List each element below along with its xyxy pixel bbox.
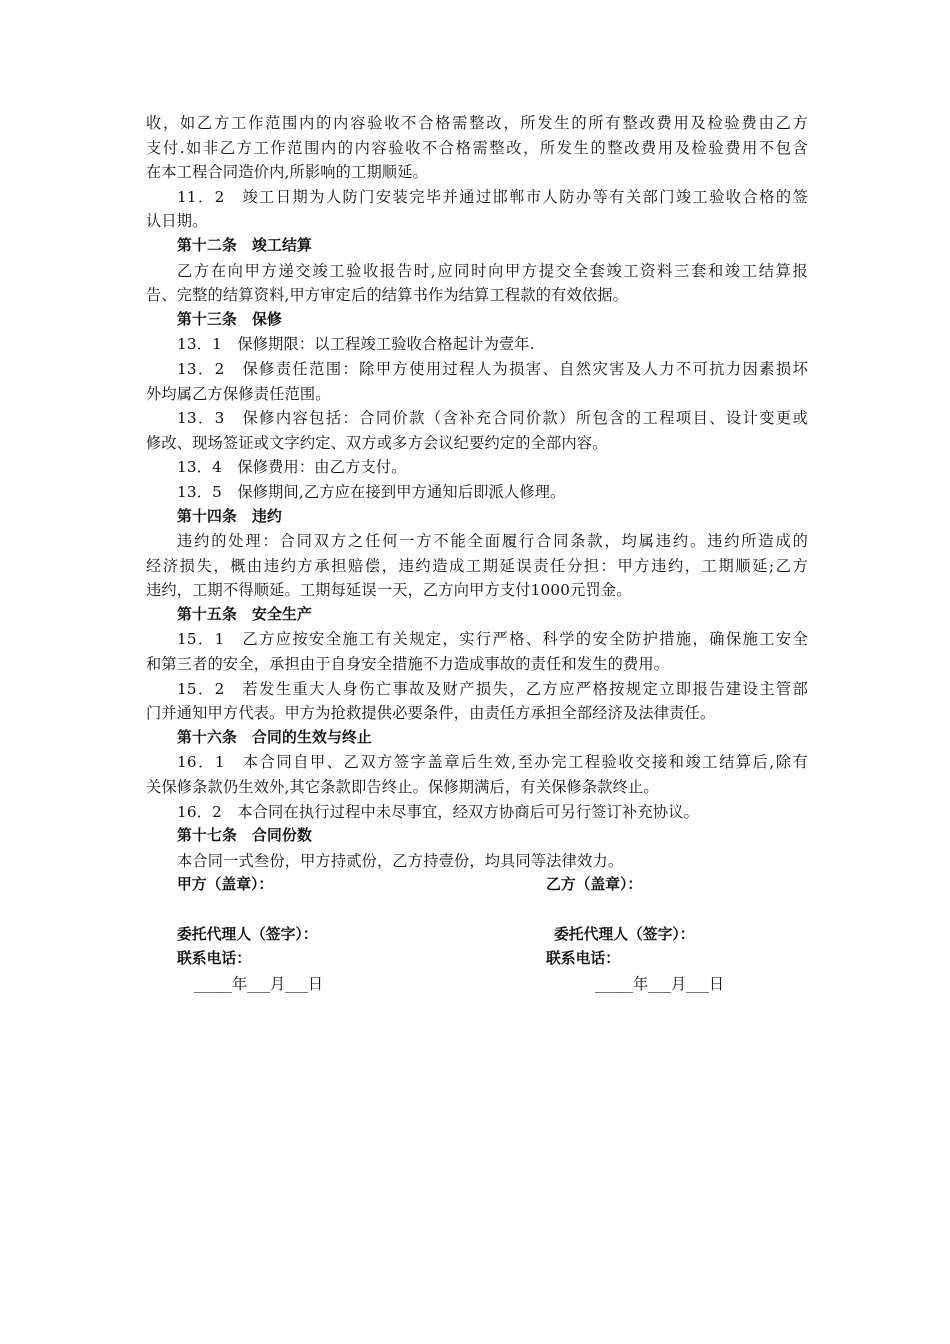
date-row xyxy=(146,972,808,997)
paragraph-line: 认日期。 xyxy=(146,212,208,231)
clause-15-2: 15．2 若发生重大人身伤亡事故及财产损失，乙方应严格按规定立即报告建设主管部 xyxy=(177,679,808,698)
paragraph-line: 收，如乙方工作范围内的内容验收不合格需整改，所发生的所有整改费用及检验费由乙方 xyxy=(146,114,808,132)
clause-13-1: 13．1 保修期限：以工程竣工验收合格起计为壹年. xyxy=(177,335,535,354)
blank-gap xyxy=(146,898,808,923)
paragraph-line: 关保修条款仍生效外,其它条款即告终止。保修期满后，有关保修条款终止。 xyxy=(146,778,659,797)
article-16-heading: 第十六条 合同的生效与终止 xyxy=(177,728,372,746)
clause-13-2: 13．2 保修责任范围：除甲方使用过程人为损害、自然灾害及人力不可抗力因素损坏 xyxy=(177,359,808,378)
clause-13-3: 13．3 保修内容包括：合同价款（含补充合同价款）所包含的工程项目、设计变更或 xyxy=(177,409,808,428)
paragraph-line: 外均属乙方保修责任范围。 xyxy=(146,384,331,403)
party-b-agent-label: 委托代理人（签字）： xyxy=(554,925,695,943)
party-a-seal-label: 甲方（盖章）： xyxy=(177,876,274,894)
clause-13-5: 13．5 保修期间,乙方应在接到甲方通知后即派人修理。 xyxy=(177,482,566,501)
article-17-heading: 第十七条 合同份数 xyxy=(177,827,312,845)
clause-16-1: 16．1 本合同自甲、乙双方签字盖章后生效,至办完工程验收交接和竣工结算后,除有 xyxy=(177,753,808,772)
clause-16-2: 16．2 本合同在执行过程中未尽事宜，经双方协商后可另行签订补充协议。 xyxy=(177,802,699,821)
article-14-heading: 第十四条 违约 xyxy=(177,507,282,525)
clause-15-1: 15．1 乙方应按安全施工有关规定，实行严格、科学的安全防护措施，确保施工安全 xyxy=(177,630,808,649)
paragraph-line: 在本工程合同造价内,所影响的工期顺延。 xyxy=(146,163,429,182)
article-12-text: 乙方在向甲方递交竣工验收报告时,应同时向甲方提交全套竣工资料三套和竣工结算报 xyxy=(177,261,808,280)
article-17-text: 本合同一式叁份，甲方持贰份，乙方持壹份，均具同等法律效力。 xyxy=(177,851,624,870)
party-b-phone-label: 联系电话： xyxy=(546,950,620,968)
article-13-heading: 第十三条 保修 xyxy=(177,310,282,328)
paragraph-line: 支付.如非乙方工作范围内的内容验收不合格需整改，所发生的整改费用及检验费用不包含 xyxy=(146,138,808,157)
party-b-seal-label: 乙方（盖章）： xyxy=(546,876,643,894)
paragraph-line: 修改、现场签证或文字约定、双方或多方会议纪要约定的全部内容。 xyxy=(146,433,608,452)
article-12-heading: 第十二条 竣工结算 xyxy=(177,236,312,254)
phone-row xyxy=(146,947,808,972)
party-a-agent-label: 委托代理人（签字）： xyxy=(177,925,318,943)
contract-page xyxy=(146,111,808,996)
paragraph-line: 违约，工期不得顺延。工期每延误一天，乙方向甲方支付1000元罚金。 xyxy=(146,581,632,600)
clause-11-2: 11．2 竣工日期为人防门安装完毕并通过邯郸市人防办等有关部门竣工验收合格的签 xyxy=(177,187,808,206)
party-a-phone-label: 联系电话： xyxy=(177,950,251,968)
clause-13-4: 13．4 保修费用：由乙方支付。 xyxy=(177,458,407,477)
article-14-text: 违约的处理：合同双方之任何一方不能全面履行合同条款，均属违约。违约所造成的 xyxy=(177,532,808,551)
agent-row xyxy=(146,923,808,948)
paragraph-line: 门并通知甲方代表。甲方为抢救提供必要条件，由责任方承担全部经济及法律责任。 xyxy=(146,704,716,723)
party-b-date: _____年___月___日 xyxy=(595,974,725,993)
paragraph-line: 和第三者的安全，承担由于自身安全措施不力造成事故的责任和发生的费用。 xyxy=(146,655,670,674)
paragraph-line: 告、完整的结算资料,甲方审定后的结算书作为结算工程款的有效依据。 xyxy=(146,286,629,305)
paragraph-line: 经济损失，概由违约方承担赔偿，违约造成工期延误责任分担：甲方违约，工期顺延;乙方 xyxy=(146,556,808,575)
seal-row xyxy=(146,873,808,898)
party-a-date: _____年___月___日 xyxy=(194,974,324,993)
article-15-heading: 第十五条 安全生产 xyxy=(177,605,312,623)
